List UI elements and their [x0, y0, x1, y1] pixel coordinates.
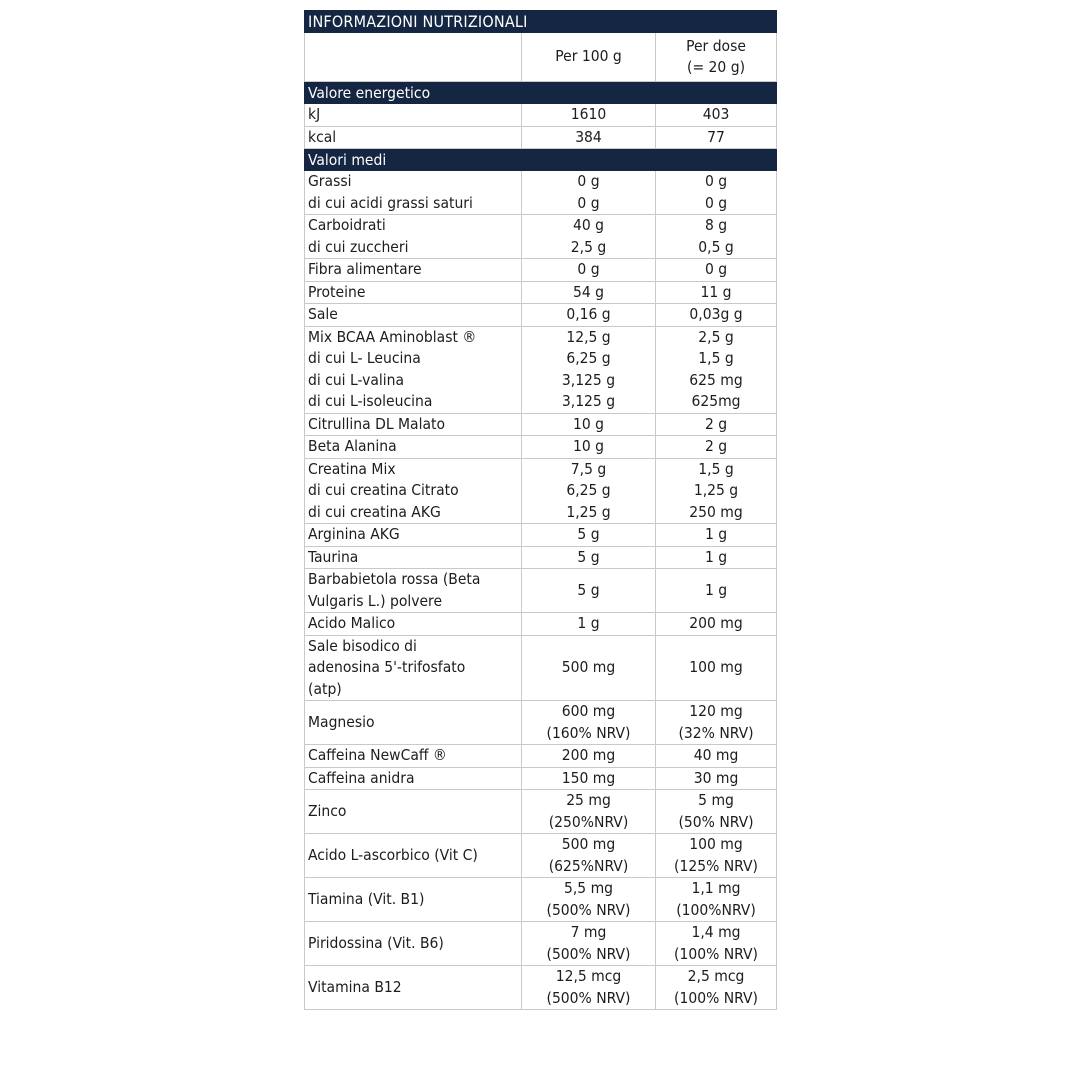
value-per-dose-line: 5 mg — [698, 791, 734, 809]
value-per-dose — [656, 790, 777, 834]
value-per-100g-line: 5 g — [577, 547, 600, 566]
value-per-100g-line: (500% NRV) — [546, 900, 631, 919]
nutrient-name-line: Arginina AKG — [308, 525, 400, 543]
value-per-dose — [656, 104, 777, 127]
value-per-dose — [656, 524, 777, 547]
nutrient-name — [305, 966, 522, 1010]
value-per-dose-line: 0,03g g — [689, 305, 743, 323]
nutrient-name-line: kJ — [308, 105, 321, 123]
value-per-dose-line: 403 — [702, 105, 730, 123]
value-per-dose-line: 120 mg — [689, 702, 743, 720]
value-per-dose — [656, 878, 777, 922]
value-per-100g-line: 5 g — [577, 580, 600, 599]
table-row — [305, 104, 777, 127]
value-per-100g-line: 54 g — [572, 282, 605, 301]
value-per-dose-line: 1 g — [704, 547, 728, 566]
value-per-100g — [522, 701, 656, 745]
table-row — [305, 966, 777, 1010]
value-per-100g — [522, 546, 656, 569]
value-per-dose-line: 2 g — [704, 437, 728, 455]
value-per-100g-line: (500% NRV) — [546, 988, 631, 1007]
table-row — [305, 171, 777, 215]
value-per-100g — [522, 834, 656, 878]
nutrient-name — [305, 104, 522, 127]
nutrient-name — [305, 569, 522, 613]
value-per-100g-line: 0,16 g — [566, 305, 611, 323]
table-row — [305, 126, 777, 149]
value-per-100g-line: (250%NRV) — [548, 812, 629, 831]
value-per-dose — [656, 436, 777, 459]
value-per-100g-line: 12,5 g — [566, 327, 611, 346]
value-per-100g-line: 10 g — [572, 414, 605, 433]
nutrient-name — [305, 790, 522, 834]
table-row — [305, 326, 777, 413]
value-per-dose-line: 1,25 g — [693, 481, 739, 499]
nutrient-name — [305, 524, 522, 547]
value-per-dose-line: 1,1 mg — [691, 879, 741, 897]
value-per-100g-line: 600 mg — [561, 702, 616, 720]
nutrient-name-line: Sale — [308, 305, 338, 323]
value-per-100g — [522, 436, 656, 459]
nutrient-name-line: Creatina Mix — [308, 459, 396, 478]
nutrient-name-line: di cui zuccheri — [308, 237, 409, 256]
nutrient-name-line: Carboidrati — [308, 216, 386, 234]
value-per-dose-line: (100%NRV) — [676, 900, 756, 919]
value-per-100g — [522, 613, 656, 636]
value-per-100g-line: 25 mg — [566, 791, 611, 809]
nutrient-name-line: Vitamina B12 — [308, 977, 402, 996]
table-title-row — [305, 11, 777, 33]
value-per-100g-line: 500 mg — [561, 658, 616, 676]
value-per-100g-line: 7 mg — [570, 923, 607, 941]
nutrient-name-line: Acido Malico — [308, 614, 396, 632]
column-header-empty — [305, 33, 522, 82]
value-per-dose-line: 100 mg — [689, 658, 743, 676]
value-per-100g — [522, 126, 656, 149]
value-per-dose-line: 1,4 mg — [691, 923, 741, 941]
value-per-100g-line: 6,25 g — [566, 349, 611, 367]
value-per-dose-line: 1,5 g — [698, 459, 734, 478]
value-per-100g-line: (160% NRV) — [546, 723, 631, 742]
value-per-100g — [522, 413, 656, 436]
table-row — [305, 458, 777, 524]
table-row — [305, 569, 777, 613]
value-per-dose-line: 1,5 g — [698, 349, 734, 367]
table-title: INFORMAZIONI NUTRIZIONALI — [305, 11, 777, 33]
table-row — [305, 790, 777, 834]
value-per-dose — [656, 126, 777, 149]
section-header-row — [305, 82, 777, 104]
nutrient-name — [305, 767, 522, 790]
value-per-100g — [522, 215, 656, 259]
value-per-100g-line: 200 mg — [561, 746, 616, 764]
nutrient-name — [305, 745, 522, 768]
value-per-dose — [656, 635, 777, 701]
value-per-dose — [656, 745, 777, 768]
value-per-dose-line: 2,5 g — [698, 327, 734, 346]
nutrient-name — [305, 171, 522, 215]
table-row — [305, 767, 777, 790]
nutrient-name — [305, 215, 522, 259]
value-per-dose-line: 1 g — [704, 580, 728, 599]
value-per-dose — [656, 458, 777, 524]
value-per-dose-line: 30 mg — [693, 768, 739, 787]
nutrient-name — [305, 635, 522, 701]
nutrient-name-line: di cui L- Leucina — [308, 349, 421, 367]
table-row — [305, 524, 777, 547]
table-row — [305, 701, 777, 745]
value-per-dose — [656, 281, 777, 304]
nutrient-name — [305, 413, 522, 436]
value-per-dose — [656, 215, 777, 259]
value-per-100g-line: 40 g — [572, 216, 605, 234]
column-header-per-dose-line: (= 20 g) — [687, 58, 746, 76]
value-per-dose-line: (32% NRV) — [678, 723, 754, 742]
value-per-100g-line: 5 g — [577, 525, 600, 543]
value-per-dose-line: 0 g — [704, 260, 728, 278]
nutrient-name — [305, 701, 522, 745]
value-per-dose — [656, 304, 777, 327]
nutrient-name-line: di cui creatina AKG — [308, 502, 441, 521]
value-per-dose — [656, 613, 777, 636]
table-row — [305, 922, 777, 966]
value-per-dose — [656, 569, 777, 613]
section-header-row — [305, 149, 777, 171]
table-row — [305, 436, 777, 459]
value-per-100g-line: 1610 — [570, 105, 607, 123]
value-per-100g — [522, 922, 656, 966]
nutrient-name-line: kcal — [308, 127, 337, 146]
value-per-100g — [522, 171, 656, 215]
value-per-100g — [522, 259, 656, 282]
nutrient-name — [305, 458, 522, 524]
value-per-100g — [522, 790, 656, 834]
nutrient-name-line: Magnesio — [308, 712, 375, 731]
value-per-dose — [656, 922, 777, 966]
value-per-dose-line: 2,5 mcg — [687, 967, 745, 985]
table-row — [305, 281, 777, 304]
table-row — [305, 413, 777, 436]
nutrient-name-line: Taurina — [308, 547, 359, 566]
nutrient-name-line: Caffeina anidra — [308, 768, 415, 787]
column-header-per-dose — [656, 33, 777, 82]
value-per-100g — [522, 326, 656, 413]
nutrient-name — [305, 126, 522, 149]
column-header-per-dose-line: Per dose — [686, 36, 746, 55]
value-per-100g-line: (625%NRV) — [548, 856, 629, 875]
value-per-dose-line: 1 g — [704, 525, 728, 543]
value-per-100g-line: 2,5 g — [570, 237, 607, 256]
value-per-100g-line: 1 g — [577, 614, 600, 632]
nutrient-name-line: (atp) — [308, 679, 342, 698]
value-per-dose-line: 625mg — [691, 392, 741, 410]
value-per-dose-line: 200 mg — [689, 614, 743, 632]
nutrition-table — [304, 10, 777, 1010]
value-per-dose — [656, 259, 777, 282]
table-row — [305, 304, 777, 327]
section-header: Valori medi — [305, 149, 777, 171]
value-per-dose-line: 40 mg — [693, 746, 739, 764]
nutrient-name-line: Vulgaris L.) polvere — [308, 591, 443, 610]
column-header-per-100g: Per 100 g — [522, 33, 656, 82]
value-per-100g-line: (500% NRV) — [546, 944, 631, 963]
nutrient-name-line: adenosina 5'-trifosfato — [308, 658, 466, 676]
table-row — [305, 878, 777, 922]
value-per-100g — [522, 281, 656, 304]
nutrient-name-line: Acido L-ascorbico (Vit C) — [308, 845, 478, 864]
value-per-100g-line: 5,5 mg — [563, 879, 614, 897]
nutrient-name-line: Mix BCAA Aminoblast ® — [308, 327, 477, 346]
value-per-dose-line: (125% NRV) — [674, 856, 758, 875]
column-header-row — [305, 33, 777, 82]
table-row — [305, 546, 777, 569]
value-per-100g-line: 0 g — [577, 260, 600, 278]
nutrient-name — [305, 834, 522, 878]
table-row — [305, 745, 777, 768]
nutrient-name — [305, 546, 522, 569]
value-per-dose-line: 77 — [707, 127, 725, 146]
value-per-100g-line: 1,25 g — [566, 502, 611, 521]
value-per-dose — [656, 701, 777, 745]
value-per-dose-line: 250 mg — [689, 502, 743, 521]
value-per-100g-line: 10 g — [572, 437, 605, 455]
nutrient-name-line: Fibra alimentare — [308, 260, 422, 278]
table-row — [305, 635, 777, 701]
nutrient-name-line: Barbabietola rossa (Beta — [308, 570, 481, 588]
nutrient-name-line: Grassi — [308, 172, 352, 190]
nutrient-name-line: Citrullina DL Malato — [308, 414, 446, 433]
value-per-100g-line: 3,125 g — [561, 392, 616, 410]
nutrient-name-line: Beta Alanina — [308, 437, 397, 455]
value-per-dose-line: 0 g — [704, 193, 728, 212]
value-per-dose-line: 625 mg — [689, 370, 743, 389]
value-per-dose — [656, 966, 777, 1010]
value-per-100g-line: 3,125 g — [561, 370, 616, 389]
value-per-dose — [656, 546, 777, 569]
table-row — [305, 215, 777, 259]
nutrient-name-line: Tiamina (Vit. B1) — [308, 889, 425, 908]
value-per-100g-line: 150 mg — [561, 768, 616, 787]
nutrient-name — [305, 259, 522, 282]
nutrient-name-line: di cui creatina Citrato — [308, 481, 459, 499]
value-per-dose — [656, 767, 777, 790]
value-per-dose-line: 0,5 g — [698, 237, 734, 256]
value-per-100g — [522, 966, 656, 1010]
table-row — [305, 259, 777, 282]
nutrient-name — [305, 436, 522, 459]
nutrient-name — [305, 304, 522, 327]
nutrient-name-line: di cui L-valina — [308, 370, 405, 389]
value-per-100g-line: 7,5 g — [570, 459, 607, 478]
value-per-100g — [522, 767, 656, 790]
value-per-100g — [522, 635, 656, 701]
nutrient-name-line: di cui L-isoleucina — [308, 392, 433, 410]
value-per-100g — [522, 458, 656, 524]
value-per-dose — [656, 171, 777, 215]
nutrition-table-body — [305, 11, 777, 1010]
value-per-100g — [522, 304, 656, 327]
nutrient-name — [305, 613, 522, 636]
value-per-100g — [522, 524, 656, 547]
value-per-100g — [522, 878, 656, 922]
value-per-dose-line: (100% NRV) — [674, 988, 758, 1007]
nutrient-name-line: Sale bisodico di — [308, 636, 417, 655]
nutrient-name-line: di cui acidi grassi saturi — [308, 193, 473, 212]
value-per-dose-line: (50% NRV) — [678, 812, 754, 831]
value-per-dose-line: 11 g — [700, 282, 732, 301]
nutrient-name-line: Zinco — [308, 801, 347, 820]
value-per-100g-line: 6,25 g — [566, 481, 611, 499]
value-per-100g — [522, 569, 656, 613]
nutrient-name-line: Piridossina (Vit. B6) — [308, 933, 444, 952]
value-per-100g — [522, 745, 656, 768]
value-per-dose-line: 2 g — [704, 414, 728, 433]
table-row — [305, 613, 777, 636]
value-per-dose-line: 8 g — [704, 216, 728, 234]
value-per-100g-line: 0 g — [577, 193, 600, 212]
nutrient-name — [305, 326, 522, 413]
value-per-100g-line: 0 g — [577, 172, 600, 190]
nutrient-name — [305, 878, 522, 922]
value-per-dose-line: 100 mg — [689, 835, 743, 853]
value-per-100g — [522, 104, 656, 127]
section-header: Valore energetico — [305, 82, 777, 104]
value-per-dose-line: (100% NRV) — [674, 944, 758, 963]
table-row — [305, 834, 777, 878]
nutrient-name — [305, 281, 522, 304]
value-per-100g-line: 500 mg — [561, 835, 616, 853]
nutrient-name — [305, 922, 522, 966]
value-per-dose-line: 0 g — [704, 172, 728, 190]
nutrient-name-line: Caffeina NewCaff ® — [308, 746, 447, 764]
value-per-100g-line: 12,5 mcg — [555, 967, 622, 985]
value-per-dose — [656, 326, 777, 413]
value-per-100g-line: 384 — [575, 127, 602, 146]
value-per-dose — [656, 834, 777, 878]
value-per-dose — [656, 413, 777, 436]
nutrient-name-line: Proteine — [308, 282, 366, 301]
